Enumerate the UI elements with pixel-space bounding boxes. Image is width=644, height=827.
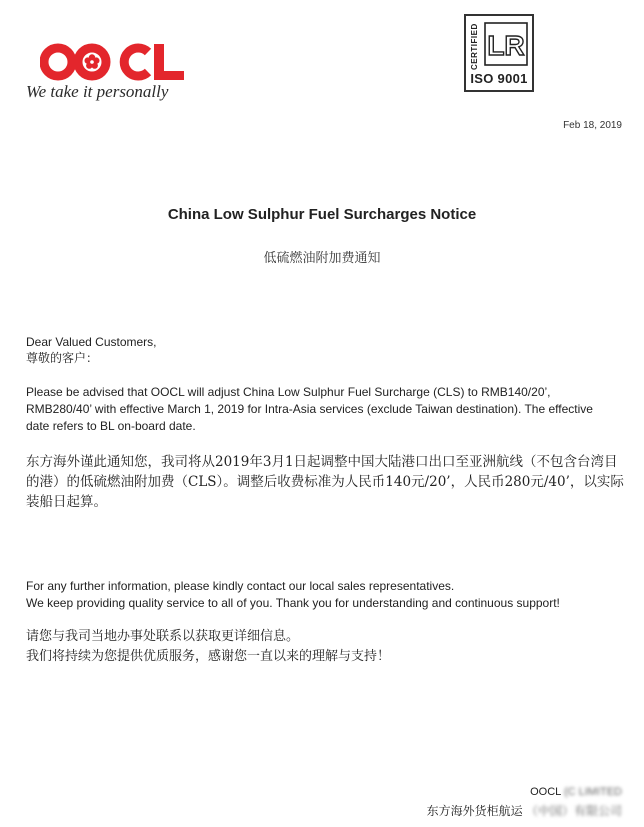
closing-thanks-line: We keep providing quality service to all of you. Thank you for understanding and continuous support! <box>26 596 560 610</box>
notice-title-cn: 低硫燃油附加费通知 <box>263 250 381 265</box>
signature-chinese <box>427 802 622 819</box>
closing-thanks-line-cn: 我们将持续为您提供优质服务，感谢您一直以来的理解与支持！ <box>26 649 391 664</box>
notice-title: China Low Sulphur Fuel Surcharges Notice <box>167 206 477 223</box>
iso-certification-badge <box>464 14 534 92</box>
body-chinese: 东方海外谨此通知您，我司将从2019年3月1日起调整中国大陆港口出口至亚洲航线（不包含台湾目的港）的低硫燃油附加费（CLS）。调整后收费标准为人民币140元/20’，人民币280元/40’，以实际装船日起算。 <box>26 454 624 510</box>
company-tagline: We take it personally <box>26 82 169 101</box>
lloyds-register-icon <box>484 22 528 66</box>
signature-obscured-part-cn: （中国）有限公司 <box>525 804 622 818</box>
certified-label: CERTIFIED <box>470 23 479 71</box>
svg-text:LR: LR <box>487 30 525 61</box>
signature-obscured-part: (C LIMITED <box>563 786 622 798</box>
body-english: Please be advised that OOCL will adjust China Low Sulphur Fuel Surcharge (CLS) to RMB140/20’, RMB280/40’ with effective March 1, 2019 for Intra-Asia services (exclude Taiwan destination). The effective date refers to BL on-board date. <box>26 385 593 433</box>
iso-standard-label: ISO 9001 <box>470 71 528 86</box>
notice-date: Feb 18, 2019 <box>563 120 622 131</box>
closing-contact-line: For any further information, please kindly contact our local sales representatives. <box>26 579 455 593</box>
signature-company-name: OOCL <box>530 786 561 798</box>
signature-english <box>530 786 622 798</box>
oocl-logo <box>40 42 188 82</box>
signature-company-name-cn: 东方海外货柜航运 <box>426 804 523 818</box>
closing-contact-line-cn: 请您与我司当地办事处联系以获取更详细信息。 <box>26 629 300 644</box>
greeting-cn: 尊敬的客户： <box>26 351 99 365</box>
greeting: Dear Valued Customers, <box>26 335 157 349</box>
company-logo <box>26 42 206 108</box>
